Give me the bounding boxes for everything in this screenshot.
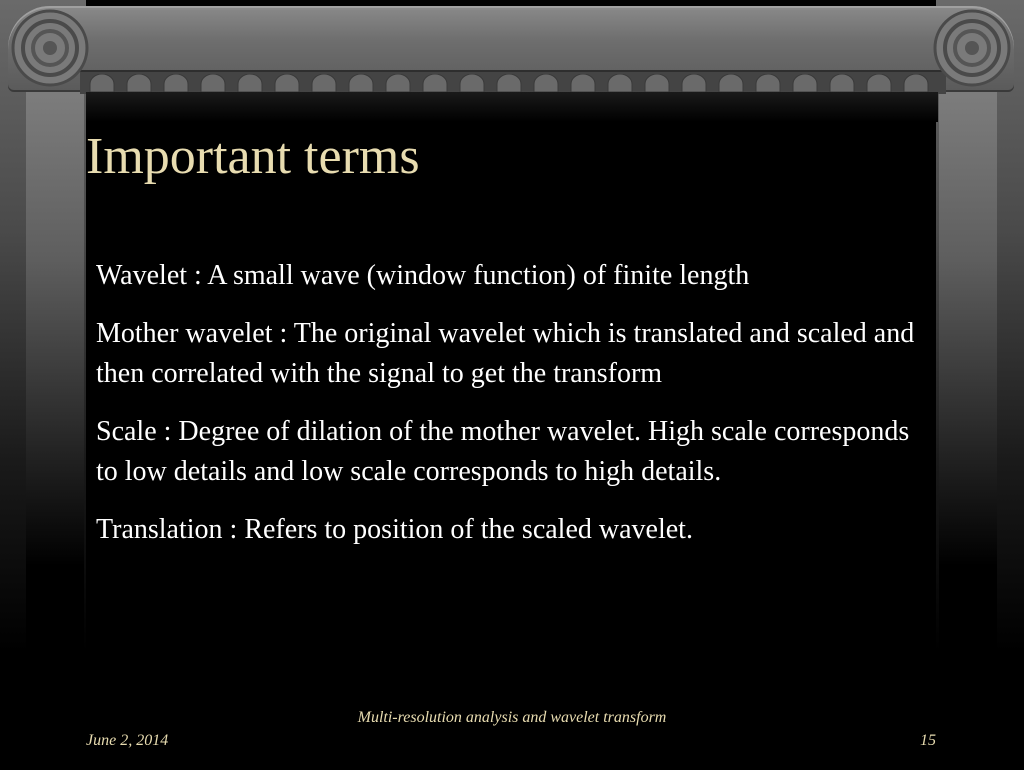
capital-dentils (86, 74, 938, 92)
entablature (86, 92, 938, 122)
footer-title: Multi-resolution analysis and wavelet transform (357, 709, 667, 726)
volute-right-icon (932, 8, 1012, 88)
term-mother-wavelet: Mother wavelet : The original wavelet which is translated and scaled and then correlated with the signal to get the transform (96, 318, 915, 389)
footer-date: June 2, 2014 (86, 732, 169, 749)
column-right (939, 90, 997, 770)
slide-body (96, 256, 926, 568)
volute-left-icon (10, 8, 90, 88)
term-scale: Scale : Degree of dilation of the mother wavelet. High scale corresponds to low details and low scale corresponds to high details. (96, 416, 910, 487)
slide-title: Important terms (86, 128, 420, 185)
column-left (26, 90, 84, 770)
term-translation: Translation : Refers to position of the scaled wavelet. (96, 514, 693, 545)
page-number: 15 (920, 732, 936, 749)
term-wavelet: Wavelet : A small wave (window function) of finite length (96, 260, 750, 291)
